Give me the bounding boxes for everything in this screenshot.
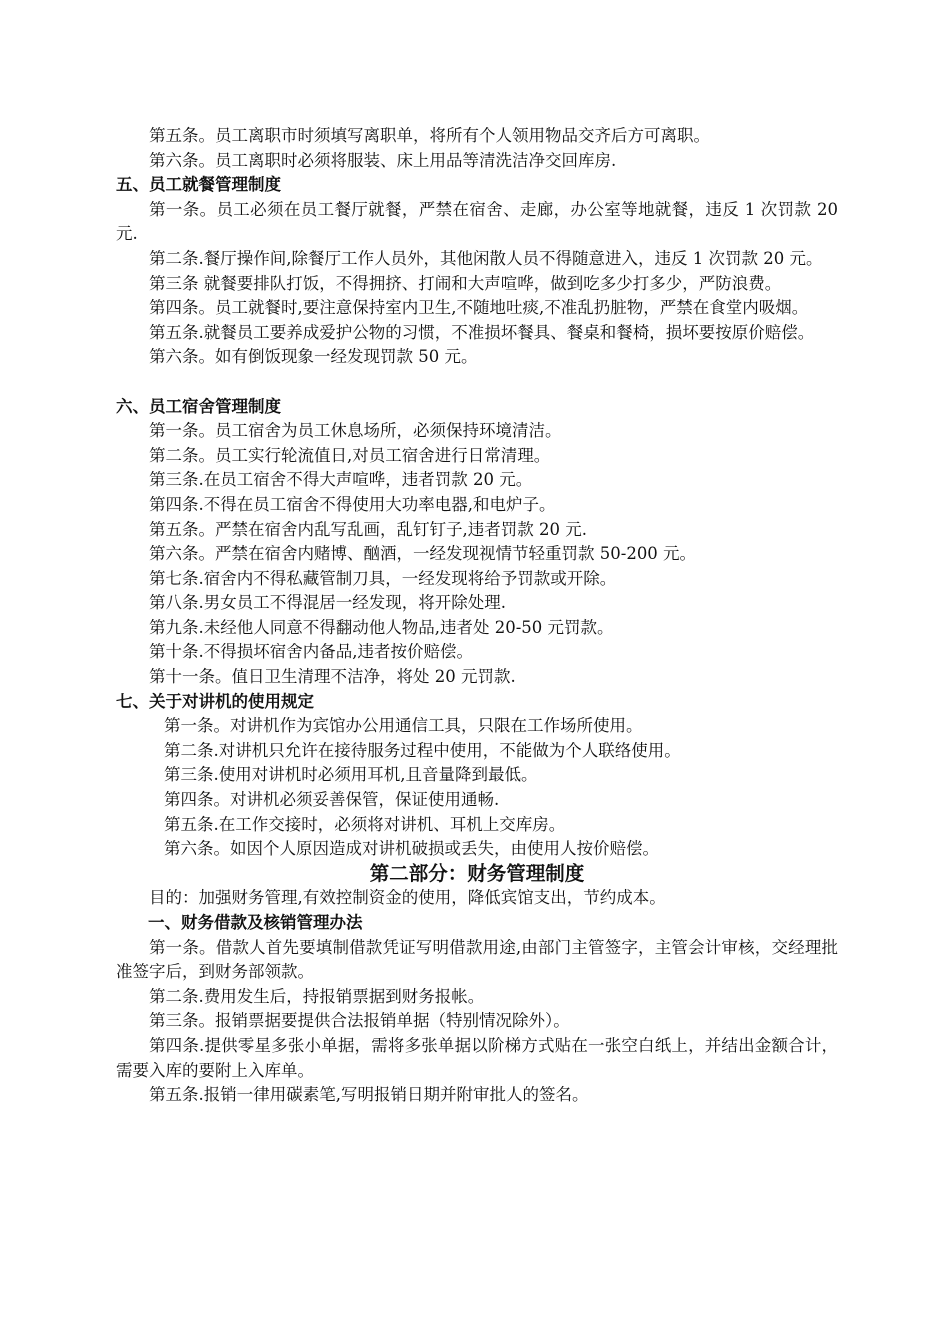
finance-article-4: 第四条.提供零星多张小单据，需将多张单据以阶梯方式贴在一张空白纸上，并结出金额合计，需要入库的要附上入库单。	[116, 1035, 838, 1080]
blank-line	[116, 370, 838, 395]
section-heading-dining: 五、员工就餐管理制度	[116, 175, 281, 195]
article-5-1: 第一条。员工必须在员工餐厅就餐，严禁在宿舍、走廊，办公室等地就餐，违反 1 次罚款 20 元.	[116, 199, 838, 244]
article-5-4: 第四条。员工就餐时,要注意保持室内卫生,不随地吐痰,不准乱扔脏物，严禁在食堂内吸烟。	[149, 298, 809, 318]
article-6-10: 第十条.不得损坏宿舍内备品,违者按价赔偿。	[149, 642, 473, 662]
article-7-4: 第四条。对讲机必须妥善保管，保证使用通畅.	[164, 790, 500, 810]
article-6-5: 第五条。严禁在宿舍内乱写乱画，乱钉钉子,违者罚款 20 元.	[149, 519, 587, 539]
article-6-11: 第十一条。值日卫生清理不洁净，将处 20 元罚款.	[149, 667, 516, 687]
article-6-4: 第四条.不得在员工宿舍不得使用大功率电器,和电炉子。	[149, 494, 556, 514]
finance-article-3: 第三条。报销票据要提供合法报销单据（特别情况除外）。	[149, 1011, 570, 1031]
document-body	[116, 124, 838, 1108]
article-6-6: 第六条。严禁在宿舍内赌博、酗酒，一经发现视情节轻重罚款 50-200 元。	[149, 544, 697, 564]
finance-article-5: 第五条.报销一律用碳素笔,写明报销日期并附审批人的签名。	[149, 1085, 589, 1105]
article-7-6: 第六条。如因个人原因造成对讲机破损或丢失，由使用人按价赔偿。	[164, 839, 659, 859]
subsection-heading-loans: 一、财务借款及核销管理办法	[148, 913, 363, 932]
article-7-5: 第五条.在工作交接时，必须将对讲机、耳机上交库房。	[164, 814, 566, 834]
article-6-8: 第八条.男女员工不得混居一经发现，将开除处理.	[149, 593, 506, 613]
article-4-6: 第六条。员工离职时必须将服装、床上用品等清洗洁净交回库房.	[149, 150, 617, 170]
article-7-1: 第一条。对讲机作为宾馆办公用通信工具，只限在工作场所使用。	[164, 716, 643, 736]
finance-article-2: 第二条.费用发生后，持报销票据到财务报帐。	[149, 986, 485, 1006]
article-6-2: 第二条。员工实行轮流值日,对员工宿舍进行日常清理。	[149, 445, 551, 465]
article-5-5: 第五条.就餐员工要养成爱护公物的习惯，不准损坏餐具、餐桌和餐椅，损坏要按原价赔偿。	[149, 322, 815, 342]
article-6-1: 第一条。员工宿舍为员工休息场所，必须保持环境清洁。	[149, 421, 562, 441]
finance-article-1: 第一条。借款人首先要填制借款凭证写明借款用途,由部门主管签字，主管会计审核，交经理批准签字后，到财务部领款。	[116, 937, 838, 982]
purpose-statement: 目的：加强财务管理,有效控制资金的使用，降低宾馆支出，节约成本。	[149, 888, 666, 908]
article-7-3: 第三条.使用对讲机时必须用耳机,且音量降到最低。	[164, 765, 538, 785]
article-4-5: 第五条。员工离职市时须填写离职单，将所有个人领用物品交齐后方可离职。	[149, 126, 710, 145]
article-5-6: 第六条。如有倒饭现象一经发现罚款 50 元。	[149, 347, 478, 367]
article-6-3: 第三条.在员工宿舍不得大声喧哗，违者罚款 20 元。	[149, 470, 533, 490]
article-7-2: 第二条.对讲机只允许在接待服务过程中使用，不能做为个人联络使用。	[164, 740, 681, 760]
article-5-2: 第二条.餐厅操作间,除餐厅工作人员外，其他闲散人员不得随意进入，违反 1 次罚款 20 元。	[149, 248, 823, 268]
article-6-9: 第九条.未经他人同意不得翻动他人物品,违者处 20-50 元罚款。	[149, 617, 614, 637]
article-5-3: 第三条 就餐要排队打饭，不得拥挤、打闹和大声喧哗，做到吃多少打多少，严防浪费。	[149, 273, 782, 293]
article-6-7: 第七条.宿舍内不得私藏管制刀具，一经发现将给予罚款或开除。	[149, 568, 617, 588]
section-heading-walkie-talkie: 七、关于对讲机的使用规定	[116, 691, 314, 711]
part-title-finance: 第二部分：财务管理制度	[369, 861, 585, 885]
section-heading-dormitory: 六、员工宿舍管理制度	[116, 396, 281, 416]
